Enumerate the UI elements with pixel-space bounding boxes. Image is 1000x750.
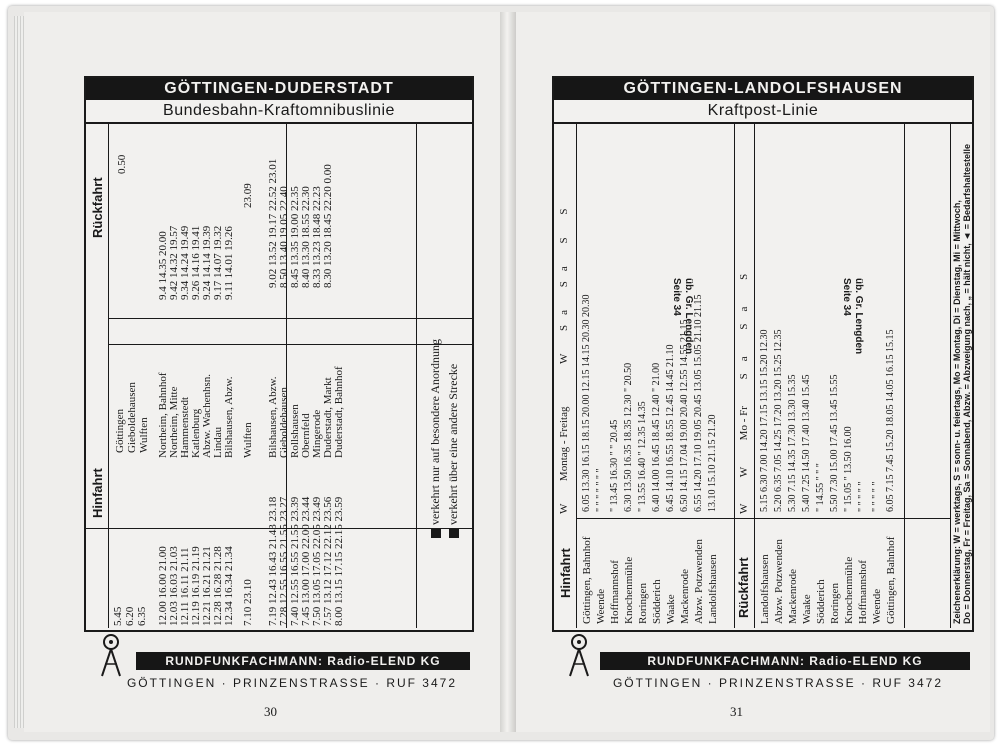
- hin-times: [580, 295, 720, 513]
- day-label: Sa: [738, 294, 750, 330]
- via-text: üb. Gr. Lengden: [683, 278, 694, 355]
- time-row: 12.00 16.00 21.00: [157, 546, 169, 626]
- footnote-text: Do = Donnerstag, Fr = Freitag, Sa = Sonnabend, Abzw. = Abzweigung nach, „ = hält nicht, ◄ = Bedarfshaltestelle: [962, 144, 972, 624]
- station-name: Knochenmühle: [623, 556, 635, 624]
- time-row: 9.11 14.01 19.26: [223, 226, 235, 300]
- page-number: 30: [264, 704, 277, 719]
- station-name: Weende: [595, 588, 607, 624]
- time-row: 9.4 14.35 20.00: [157, 231, 169, 300]
- time-row: 9.24 14.14 19.39: [201, 225, 213, 300]
- left-timetable: [84, 76, 474, 632]
- right-timetable: [552, 76, 974, 632]
- ad-address: GÖTTINGEN · PRINZENSTRASSE · RUF 3472: [126, 676, 458, 690]
- station-name: Göttingen, Bahnhof: [885, 536, 897, 624]
- wulften-station: Wulften: [242, 422, 254, 458]
- rueckfahrt-label: Rückfahrt: [736, 557, 751, 618]
- left-title: GÖTTINGEN-DUDERSTADT: [86, 78, 472, 100]
- time-row: 5.20 6.35 7.05 14.25 17.20 13.20 15.25 12.35: [773, 329, 784, 512]
- time-row: 8.30 13.20 18.45 22.20 0.00: [322, 164, 334, 288]
- left-row-line: [108, 318, 472, 319]
- station-name: Abzw. Wachenhsn.: [201, 373, 213, 458]
- left-row-line: [108, 344, 472, 345]
- rueckfahrt-label: Rückfahrt: [90, 177, 105, 238]
- time-row: 7.19 12.43 16.43 21.43 23.18: [267, 496, 279, 626]
- time-row: 12.03 16.03 21.03: [168, 546, 180, 626]
- station-name: Northeim, Mitte: [168, 386, 180, 458]
- time-row: 7.50 13.05 17.05 22.05 23.49: [311, 496, 323, 626]
- group1-stations: [114, 382, 150, 453]
- booklet: [8, 6, 994, 740]
- page-ref-text: Seite 34: [671, 278, 682, 316]
- day-label: W: [558, 343, 570, 364]
- right-col-line: [904, 124, 905, 628]
- day-label: S: [738, 261, 750, 280]
- legend-item: [444, 339, 462, 538]
- station-name: Hoffmannshof: [609, 560, 621, 624]
- time-row: 6.05 13.30 16.15 18.15 20.00 12.15 14.15 20.30 20.30: [581, 294, 592, 512]
- hin-day-header: [558, 199, 570, 514]
- ad-banner: RUNDFUNKFACHMANN: Radio-ELEND KG: [600, 652, 970, 670]
- ad-address: GÖTTINGEN · PRINZENSTRASSE · RUF 3472: [612, 676, 944, 690]
- station-name: Duderstadt, Bahnhof: [333, 366, 345, 458]
- station-name: Mingerode: [311, 409, 323, 458]
- day-label: W: [738, 491, 750, 514]
- time-row: 5.15 6.30 7.00 14.20 17.15 13.15 15.20 12.30: [759, 329, 770, 512]
- footnote-text: Zeichenerklärung: W = werktags, S = sonn- u. feiertags, Mo = Montag, Di = Dienstag, Mi = Mittwoch,: [952, 200, 962, 624]
- radio-mast-logo-icon: [556, 632, 602, 678]
- day-label: Montag - Freitag: [558, 406, 570, 482]
- left-col-line: [108, 124, 109, 628]
- via-text: üb. Gr. Lengden: [853, 278, 864, 355]
- station-name: Gieboldehausen: [126, 382, 138, 453]
- time-row: 9.34 14.24 19.49: [179, 225, 191, 300]
- station-name: Mackenrode: [787, 569, 799, 624]
- hinfahrt-label: Hinfahrt: [90, 468, 105, 518]
- day-label: Sa: [738, 344, 750, 380]
- spine: [500, 12, 516, 732]
- time-row: 8.45 13.35 19.00 22.35: [289, 186, 301, 288]
- time-cell: 6.35: [136, 606, 148, 626]
- right-col-line: [576, 124, 577, 628]
- rueck-stations: [758, 537, 898, 624]
- station-name: Wulften: [138, 417, 150, 453]
- station-name: Lindau: [212, 426, 224, 458]
- station-name: Göttingen: [114, 409, 126, 453]
- time-cell: 5.45: [112, 606, 124, 626]
- via-note: [670, 278, 694, 354]
- right-page: [516, 12, 990, 732]
- right-subtitle: Kraftpost-Linie: [554, 100, 972, 124]
- page-number: 31: [730, 704, 743, 719]
- right-col-line: [950, 124, 951, 628]
- time-row: 7.57 13.12 17.12 22.12 23.56: [322, 496, 334, 626]
- time-row: " " " " ": [857, 481, 868, 512]
- station-name: Northeim, Bahnhof: [157, 372, 169, 458]
- footnotes: [952, 144, 972, 624]
- station-name: Landolfshausen: [707, 554, 719, 624]
- time-row: 7.40 12.55 16.55 21.55 23.39: [289, 496, 301, 626]
- time-row: 9.26 14.16 19.41: [190, 225, 202, 300]
- legend-text: verkehrt über eine andere Strecke: [446, 363, 460, 525]
- time-row: " 15.05 " 13.50 16.00: [843, 426, 854, 512]
- time-row: 9.17 14.07 19.32: [212, 225, 224, 300]
- station-name: Roringen: [637, 583, 649, 624]
- time-row: 9.02 13.52 19.17 22.52 23.01: [267, 158, 279, 288]
- group3-stations: [268, 366, 345, 458]
- time-row: 12.28 16.28 21.28: [212, 546, 224, 626]
- station-name: Södderich: [651, 579, 663, 624]
- day-label: W: [558, 493, 570, 514]
- page-ref-text: Seite 34: [841, 278, 852, 316]
- ad-banner: RUNDFUNKFACHMANN: Radio-ELEND KG: [136, 652, 470, 670]
- left-subtitle: Bundesbahn-Kraftomnibuslinie: [86, 100, 472, 124]
- time-row: 6.05 7.15 7.45 15.20 18.05 14.05 16.15 15.15: [885, 329, 896, 512]
- time-row: 8.40 13.30 18.55 22.30: [300, 186, 312, 288]
- station-name: Abzw. Potzwenden: [773, 539, 785, 624]
- group1-rueck-time: 0.50: [116, 154, 128, 174]
- station-name: Gieboldehausen: [278, 387, 290, 458]
- station-name: Hammenstedt: [179, 396, 191, 458]
- time-row: 5.30 7.15 14.35 17.30 13.30 15.35: [787, 374, 798, 512]
- time-row: 6.30 13.50 16.35 18.35 12.30 " 20.50: [623, 362, 634, 512]
- time-row: 6.55 14.20 17.10 19.05 20.45 13.05 15.05 21.10 21.15: [693, 294, 704, 512]
- left-col-line: [416, 124, 417, 628]
- group2-rueck-times: [158, 226, 235, 300]
- time-row: 7.45 13.00 17.00 22.00 23.44: [300, 496, 312, 626]
- station-name: Mackenrode: [679, 569, 691, 624]
- station-name: Weende: [871, 588, 883, 624]
- group3-hin-times: [268, 497, 345, 626]
- right-row-line: [576, 518, 950, 519]
- day-label: W: [738, 455, 750, 478]
- legend: [426, 339, 462, 538]
- group2-hin-times: [158, 546, 235, 626]
- station-name: Duderstadt, Markt: [322, 377, 334, 458]
- station-name: Göttingen, Bahnhof: [581, 536, 593, 624]
- day-label: Sa: [558, 256, 570, 288]
- radio-mast-logo-icon: [88, 632, 134, 678]
- time-row: 6.40 14.00 16.45 18.45 12.40 " 21.00: [651, 362, 662, 512]
- station-name: Obernfeld: [300, 413, 312, 458]
- time-row: 8.50 13.40 19.05 22.40: [278, 186, 290, 288]
- day-label: S: [558, 198, 570, 215]
- station-name: Hoffmannshof: [857, 560, 869, 624]
- time-row: 13.10 15.10 21.15 21.20: [707, 414, 718, 512]
- time-row: 6.45 14.10 16.55 18.55 12.45 14.45 21.10: [665, 344, 676, 512]
- time-row: 7.28 12.55 16.55 21.55 23.27: [278, 496, 290, 626]
- rueck-day-header: [738, 262, 750, 514]
- left-page: [24, 12, 500, 732]
- time-row: 8.00 13.15 17.15 22.15 23.59: [333, 496, 345, 626]
- time-row: " 13.55 16.40 " 12.35 14.35: [637, 401, 648, 512]
- time-row: 6.50 14.15 17.04 19.00 20.40 12.55 14.55 21.15: [679, 319, 690, 512]
- time-row: " 13.45 16.30 " " 20.45: [609, 419, 620, 512]
- hinfahrt-label: Hinfahrt: [558, 548, 573, 598]
- time-cell: 6.20: [124, 606, 136, 626]
- station-name: Katlenburg: [190, 408, 202, 458]
- station-name: Landolfshausen: [759, 554, 771, 624]
- time-row: 12.11 16.11 21.11: [179, 547, 191, 626]
- legend-text: verkehrt nur auf besondere Anordnung: [428, 339, 442, 525]
- hin-stations: [580, 537, 720, 624]
- time-row: 5.50 7.30 15.00 17.45 13.45 15.55: [829, 374, 840, 512]
- time-row: " " " " " " ": [595, 468, 606, 512]
- time-row: " 14.55 " " ": [815, 463, 826, 512]
- black-square-icon: [449, 528, 459, 538]
- day-label: Mo - Fr: [738, 406, 750, 441]
- time-row: 8.33 13.23 18.48 22.23: [311, 186, 323, 288]
- day-label: S: [558, 227, 570, 244]
- station-name: Bilshausen, Abzw.: [223, 376, 235, 458]
- time-row: 12.21 16.21 21.21: [201, 546, 213, 626]
- rueck-times: [758, 330, 898, 513]
- right-col-line: [754, 124, 755, 628]
- time-row: 12.19 16.19 21.19: [190, 546, 202, 626]
- station-name: Waake: [665, 594, 677, 624]
- black-square-icon: [431, 528, 441, 538]
- right-title: GÖTTINGEN-LANDOLFSHAUSEN: [554, 78, 972, 100]
- via-note: [840, 278, 864, 354]
- station-name: Abzw. Potzwenden: [693, 539, 705, 624]
- time-row: " " " " ": [871, 481, 882, 512]
- legend-item: [426, 339, 444, 538]
- wulften-hin: 7.10 23.10: [242, 579, 254, 626]
- station-name: Waake: [801, 594, 813, 624]
- group3-rueck-times: [268, 159, 334, 288]
- station-name: Rollshausen: [289, 404, 301, 458]
- right-col-line: [734, 124, 735, 628]
- station-name: Bilshausen, Abzw.: [267, 376, 279, 458]
- station-name: Roringen: [829, 583, 841, 624]
- station-name: Södderich: [815, 579, 827, 624]
- day-label: Sa: [558, 300, 570, 332]
- station-name: Knochenmühle: [843, 556, 855, 624]
- group2-stations: [158, 372, 235, 458]
- time-row: 12.34 16.34 21.34: [223, 546, 235, 626]
- time-row: 5.40 7.25 14.50 17.40 13.40 15.45: [801, 374, 812, 512]
- wulften-rueck: 23.09: [242, 183, 254, 208]
- group1-hin-times: [112, 607, 148, 626]
- page-edges: [14, 16, 24, 728]
- time-row: 9.42 14.32 19.57: [168, 225, 180, 300]
